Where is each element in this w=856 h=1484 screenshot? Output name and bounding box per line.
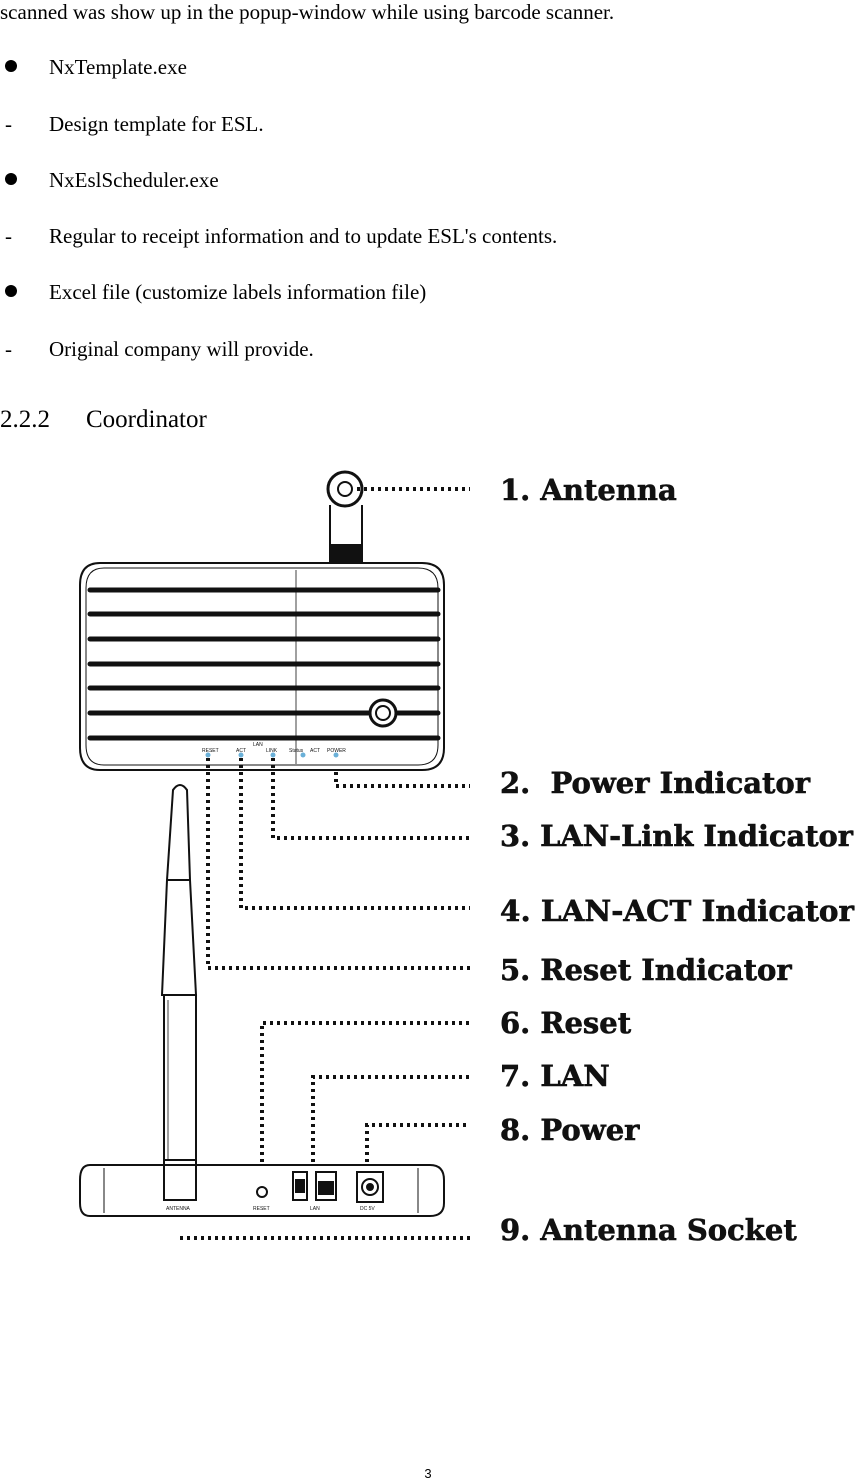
page-number: 3 — [424, 1466, 432, 1481]
callout-antenna: 1. Antenna — [500, 473, 677, 507]
section-heading — [0, 406, 207, 434]
dash-marker: - — [5, 337, 12, 361]
reset-hole — [257, 1187, 267, 1197]
rear-label-antenna: ANTENNA — [166, 1206, 190, 1212]
dash-marker: - — [5, 224, 12, 248]
device-front-knob — [370, 700, 396, 726]
description-nxtemplate: Design template for ESL. — [49, 112, 264, 136]
description-nxeslscheduler: Regular to receipt information and to update ESL's contents. — [49, 224, 558, 248]
bullet-dot-icon — [5, 285, 17, 297]
bullet-item-nxeslscheduler: NxEslScheduler.exe — [49, 168, 219, 192]
bullet-dot-icon — [5, 60, 17, 72]
front-label-lan: LAN — [253, 742, 263, 748]
callout-power-indicator: 2. Power Indicator — [500, 766, 811, 800]
description-excel-file: Original company will provide. — [49, 337, 314, 361]
dash-marker: - — [5, 112, 12, 136]
front-label-act: ACT — [236, 748, 246, 754]
front-label-status: Status — [289, 748, 304, 754]
bullet-item-nxtemplate: NxTemplate.exe — [49, 55, 187, 79]
callout-antenna-socket: 9. Antenna Socket — [500, 1213, 797, 1247]
section-title: Coordinator — [86, 406, 207, 433]
callout-reset: 6. Reset — [500, 1006, 632, 1040]
top-antenna — [328, 472, 362, 562]
front-label-power: POWER — [327, 748, 346, 754]
intro-text: scanned was show up in the popup-window while using barcode scanner. — [0, 0, 615, 24]
front-label-reset: RESET — [202, 748, 219, 754]
rear-label-reset: RESET — [253, 1206, 270, 1212]
rear-label-dc5v: DC 5V — [360, 1206, 375, 1212]
callout-lan-act-indicator: 4. LAN-ACT Indicator — [500, 894, 855, 928]
rear-label-lan: LAN — [310, 1206, 320, 1212]
section-number: 2.2.2 — [0, 406, 50, 433]
bullet-dot-icon — [5, 173, 17, 185]
callout-reset-indicator: 5. Reset Indicator — [500, 953, 792, 987]
device-vent-fins — [90, 590, 438, 738]
callout-lan-link-indicator: 3. LAN-Link Indicator — [500, 819, 854, 853]
callout-leaders — [180, 489, 470, 1238]
coordinator-diagram — [0, 460, 856, 1260]
front-label-link: LINK — [266, 748, 278, 754]
callout-power: 8. Power — [500, 1113, 640, 1147]
bullet-item-excel-file: Excel file (customize labels information file) — [49, 280, 427, 304]
tall-antenna — [162, 785, 196, 1200]
callout-lan: 7. LAN — [500, 1059, 610, 1093]
front-label-act-2: ACT — [310, 748, 320, 754]
